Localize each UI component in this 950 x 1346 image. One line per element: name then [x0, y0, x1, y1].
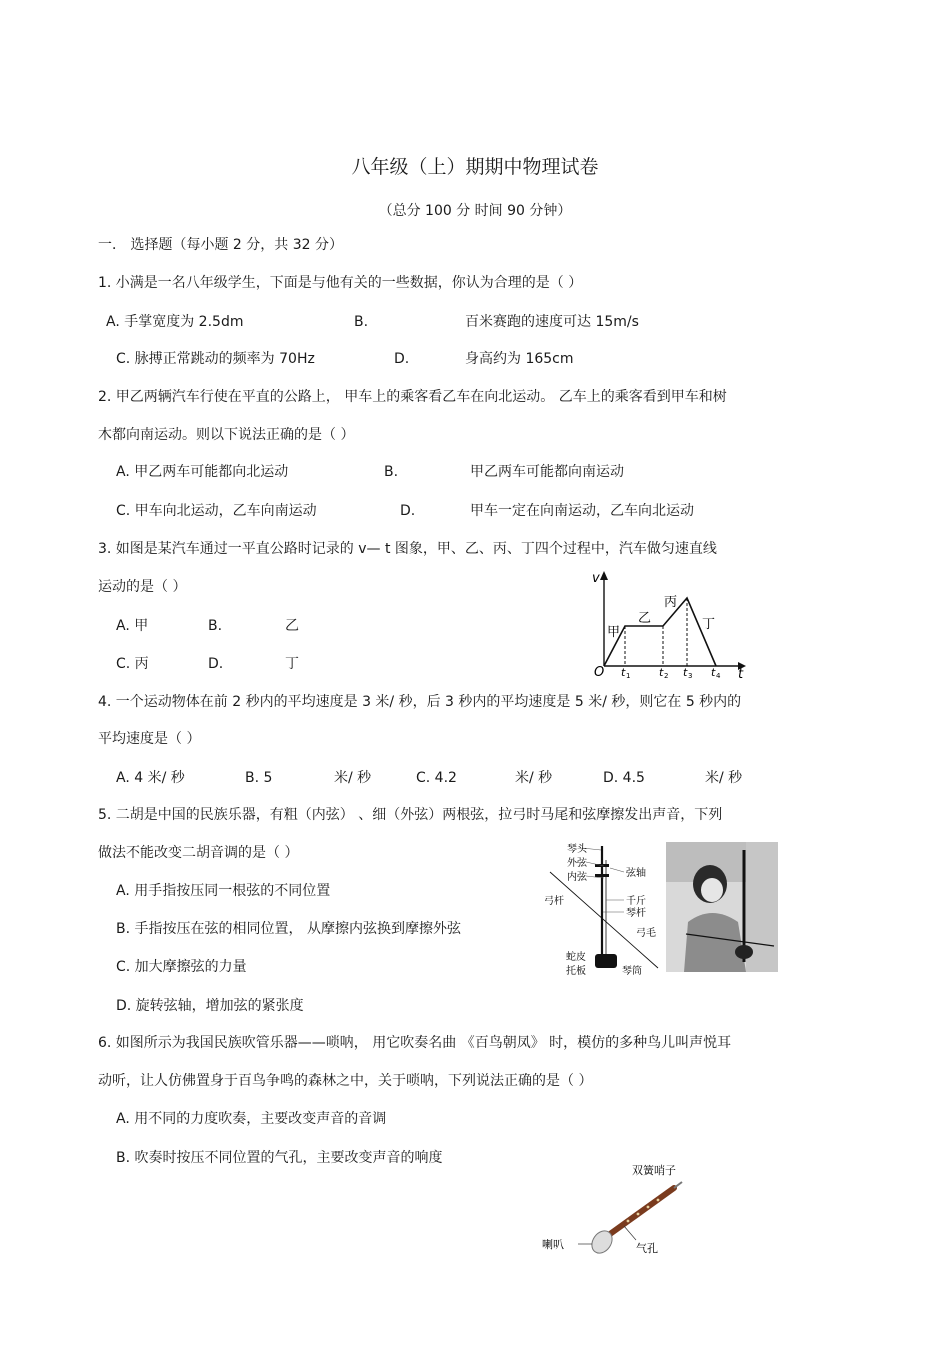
q4-option-d-unit: 米/ 秒 [705, 770, 743, 786]
q4-stem-line1: 4. 一个运动物体在前 2 秒内的平均速度是 3 米/ 秒，后 3 秒内的平均速度是 5 米/ 秒，则它在 5 秒内的 [98, 694, 742, 710]
tick-t1-sub: 1 [626, 672, 631, 678]
hole-3 [647, 1206, 650, 1209]
q2-option-b: 甲乙两车可能都向南运动 [470, 464, 624, 480]
q6-suona-diagram [536, 1160, 696, 1260]
erhu-resonator [595, 954, 617, 968]
hole-2 [637, 1213, 640, 1216]
label-gonggan: 弓杆 [544, 896, 564, 907]
peg-lower [595, 874, 609, 877]
page-title: 八年级（上）期期中物理试卷 [351, 156, 599, 178]
suona-reed [674, 1182, 682, 1188]
label-shepi: 蛇皮 [566, 952, 586, 963]
label-qintong: 琴筒 [622, 966, 642, 977]
q2-option-b-label: B. [384, 464, 399, 480]
tick-t2-sub: 2 [664, 672, 669, 678]
q4-option-a: A. 4 米/ 秒 [116, 770, 185, 786]
q3-option-d: 丁 [285, 656, 299, 672]
label-qianjin: 千斤 [626, 896, 646, 907]
q1-stem: 1. 小满是一名八年级学生，下面是与他有关的一些数据，你认为合理的是（ ） [98, 275, 583, 291]
q2-stem-line2: 木都向南运动。则以下说法正确的是（ ） [98, 427, 355, 443]
q6-stem-line2: 动听，让人仿佛置身于百鸟争鸣的森林之中，关于唢呐，下列说法正确的是（ ） [98, 1073, 593, 1089]
q3-option-b: 乙 [285, 618, 299, 634]
q3-vt-graph [588, 566, 748, 678]
hole-4 [657, 1199, 660, 1202]
label-qikong: 气孔 [636, 1242, 658, 1255]
label-waixian: 外弦 [567, 858, 587, 869]
q3-option-b-label: B. [208, 618, 223, 634]
label-shaozi: 双簧哨子 [632, 1164, 676, 1177]
q1-option-a: A. 手掌宽度为 2.5dm [106, 314, 244, 330]
q4-option-b: B. 5 [245, 770, 273, 786]
q3-option-c: C. 丙 [116, 656, 149, 672]
section-heading: 一． 选择题（每小题 2 分，共 32 分） [98, 237, 343, 253]
q1-option-c: C. 脉搏正常跳动的频率为 70Hz [116, 351, 315, 367]
q3-stem-line2: 运动的是（ ） [98, 579, 187, 595]
label-laba: 喇叭 [542, 1238, 564, 1251]
segment-ding: 丁 [702, 617, 716, 632]
q6-option-b: B. 吹奏时按压不同位置的气孔，主要改变声音的响度 [116, 1150, 443, 1166]
tick-t4-sub: 4 [716, 672, 721, 678]
q4-option-c-unit: 米/ 秒 [515, 770, 553, 786]
photo-erhu-body [735, 945, 753, 959]
q2-option-a: A. 甲乙两车可能都向北运动 [116, 464, 289, 480]
q5-option-a: A. 用手指按压同一根弦的不同位置 [116, 883, 331, 899]
q5-stem-line2: 做法不能改变二胡音调的是（ ） [98, 845, 299, 861]
v-axis-arrow [600, 571, 608, 580]
label-qintou: 琴头 [567, 844, 587, 855]
v-label: v [592, 571, 600, 586]
label-xianzhou: 弦轴 [626, 868, 646, 879]
tick-t3: t [683, 666, 688, 678]
label-gongmao: 弓毛 [636, 928, 656, 939]
q2-option-d-label: D. [400, 503, 416, 519]
q2-stem-line1: 2. 甲乙两辆汽车行使在平直的公路上， 甲车上的乘客看乙车在向北运动。 乙车上的乘客看到甲车和树 [98, 389, 727, 405]
leader-xianzhou [610, 868, 624, 872]
q4-option-d: D. 4.5 [603, 770, 645, 786]
leader-qikong [624, 1226, 636, 1240]
t-label: t [738, 667, 744, 678]
vt-curve [604, 598, 716, 666]
origin-label: O [594, 665, 605, 678]
q3-option-d-label: D. [208, 656, 224, 672]
q2-option-c: C. 甲车向北运动，乙车向南运动 [116, 503, 317, 519]
q3-stem-line1: 3. 如图是某汽车通过一平直公路时记录的 v— t 图象，甲、乙、丙、丁四个过程中，汽车做匀速直线 [98, 541, 717, 557]
q3-option-a: A. 甲 [116, 618, 149, 634]
erhu-player-photo [666, 842, 778, 972]
q1-option-b: 百米赛跑的速度可达 15m/s [465, 314, 639, 330]
tick-t3-sub: 3 [688, 672, 693, 678]
q5-stem-line1: 5. 二胡是中国的民族乐器，有粗（内弦） 、细（外弦）两根弦，拉弓时马尾和弦摩擦发出声音，下列 [98, 807, 723, 823]
q1-option-b-label: B. [354, 314, 369, 330]
page-subtitle: （总分 100 分 时间 90 分钟） [378, 203, 572, 219]
q5-option-c: C. 加大摩擦弦的力量 [116, 959, 247, 975]
hole-1 [627, 1220, 630, 1223]
label-neixian: 内弦 [567, 872, 587, 883]
tick-t1: t [621, 666, 626, 678]
segment-bing: 丙 [664, 595, 678, 610]
label-qingan: 琴杆 [626, 908, 646, 919]
segment-yi: 乙 [638, 611, 652, 626]
q2-option-d: 甲车一定在向南运动，乙车向北运动 [470, 503, 694, 519]
player-face [701, 878, 723, 902]
tick-t4: t [711, 666, 716, 678]
q6-stem-line1: 6. 如图所示为我国民族吹管乐器——唢呐， 用它吹奏名曲 《百鸟朝凤》 时，模仿的多种鸟儿叫声悦耳 [98, 1035, 732, 1051]
player-body [684, 913, 746, 972]
q5-option-b: B. 手指按压在弦的相同位置， 从摩擦内弦换到摩擦外弦 [116, 921, 461, 937]
label-tuoban: 托板 [566, 966, 586, 977]
q4-stem-line2: 平均速度是（ ） [98, 731, 201, 747]
segment-jia: 甲 [607, 625, 621, 640]
tick-t2: t [659, 666, 664, 678]
q1-option-d: 身高约为 165cm [465, 351, 574, 367]
q5-erhu-diagram [540, 838, 662, 978]
q6-option-a: A. 用不同的力度吹奏，主要改变声音的音调 [116, 1111, 387, 1127]
q4-option-b-unit: 米/ 秒 [334, 770, 372, 786]
suona-body [610, 1188, 674, 1234]
q5-option-d: D. 旋转弦轴，增加弦的紧张度 [116, 998, 304, 1014]
q1-option-d-label: D. [394, 351, 410, 367]
q4-option-c: C. 4.2 [416, 770, 457, 786]
